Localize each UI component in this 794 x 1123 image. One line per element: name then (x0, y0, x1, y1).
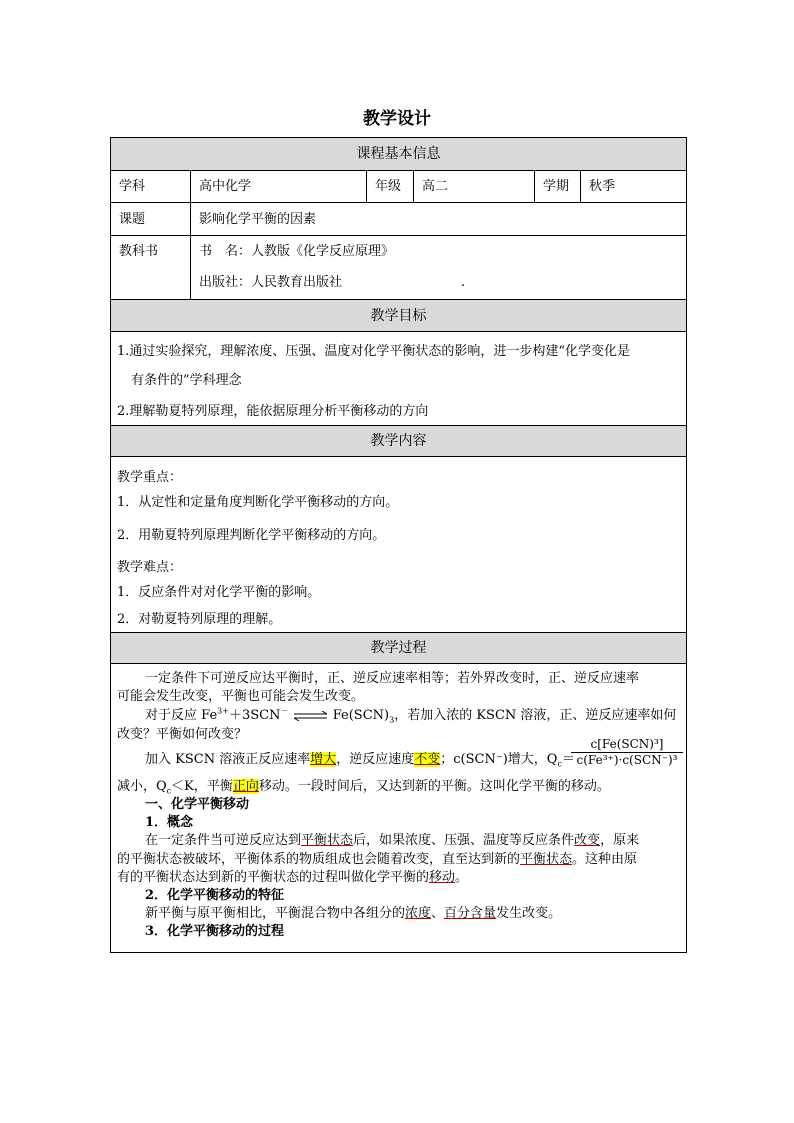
p3-highlight-increase: 增大 (310, 752, 337, 767)
section-process-header (111, 633, 686, 664)
heading-shift-process: 3．化学平衡移动的过程 (145, 924, 285, 939)
p3-text-3: ；c(SCN⁻)增大，Q (440, 752, 558, 767)
reaction-product: Fe(SCN) (332, 708, 390, 723)
reaction-text-1: 对于反应 Fe (145, 708, 218, 723)
heading-shift-feature: 2．化学平衡移动的特征 (145, 888, 285, 903)
process-para-3 (145, 748, 575, 769)
f1-text-1: 新平衡与原平衡相比，平衡混合物中各组分的 (145, 906, 406, 921)
difficulty-2: 2．对勒夏特列原理的理解。 (117, 612, 282, 627)
c1-text-2: 后，如果浓度、压强、温度等反应条件 (353, 833, 575, 848)
f1-separator: 、 (431, 906, 445, 921)
p4-q-sub: c (166, 786, 172, 796)
equilibrium-arrow-icon (293, 711, 329, 721)
c2-text-2: 。这种由原 (572, 852, 638, 867)
reaction-question: ，若加入浓的 KSCN 溶液，正、逆反应速率如何 (394, 708, 677, 723)
process-body (111, 664, 686, 952)
c3-text-1: 有的平衡状态达到新的平衡状态的过程叫做化学平衡的 (117, 870, 430, 885)
reaction-sub: 3 (389, 715, 395, 725)
concept-line-3 (117, 866, 468, 885)
section-goals-title: 教学目标 (370, 308, 427, 324)
heading-concept: 1．概念 (145, 815, 194, 830)
c3-text-2: 。 (455, 870, 469, 885)
textbook-label: 教科书 (111, 236, 191, 299)
term-label: 学期 (535, 171, 581, 202)
section-process-title: 教学过程 (370, 640, 427, 656)
f1-underline-1: 浓度 (405, 906, 432, 921)
c3-underline: 移动 (429, 870, 456, 885)
c1-underline-2: 改变 (574, 833, 601, 848)
process-para-1b: 可能会发生改变，平衡也可能会发生改变。 (117, 689, 365, 704)
difficulty-label: 教学难点： (117, 560, 183, 575)
c1-text-3: ，原来 (600, 833, 640, 848)
textbook-detail (191, 236, 686, 299)
process-para-2b: 改变？平衡如何改变？ (117, 727, 248, 742)
goals-body (111, 332, 686, 426)
info-row-textbook (111, 236, 686, 300)
p3-equals: ＝ (561, 752, 575, 767)
subject-label: 学科 (111, 171, 191, 202)
lesson-table (110, 137, 687, 953)
page-title: 教学设计 (363, 109, 431, 129)
p4-text-2: ＜K，平衡 (171, 779, 233, 794)
section-goals-header (111, 300, 686, 332)
subject-value: 高中化学 (191, 171, 367, 202)
c1-underline-1: 平衡状态 (301, 833, 354, 848)
p3-q-sub: c (557, 759, 562, 769)
process-para-1a: 一定条件下可逆反应达平衡时，正、逆反应速率相等；若外界改变时，正、逆反应速率 (145, 671, 640, 686)
p3-text-2: ，逆反应速度 (336, 752, 415, 767)
f1-underline-2: 百分含量 (444, 906, 497, 921)
heading-equilibrium-shift: 一、化学平衡移动 (145, 797, 250, 812)
topic-value: 影响化学平衡的因素 (199, 212, 317, 227)
p4-text-1: 减小，Q (117, 779, 167, 794)
reaction-sup-2: － (280, 706, 289, 716)
info-row-topic (111, 203, 686, 236)
section-basic-header (111, 138, 686, 171)
qc-numerator: c[Fe(SCN)³] (571, 737, 683, 753)
difficulty-1: 1．反应条件对对化学平衡的影响。 (117, 585, 321, 600)
grade-value: 高二 (414, 171, 535, 202)
key-points-label: 教学重点： (117, 470, 183, 485)
content-body (111, 457, 686, 633)
publisher-dot: . (461, 275, 466, 290)
publisher-line: 出版社：人民教育出版社 (199, 275, 343, 290)
concept-line-1 (145, 829, 639, 848)
p4-highlight-forward: 正向 (232, 779, 259, 794)
section-content-title: 教学内容 (370, 433, 427, 449)
reaction-sup-1: 3+ (217, 706, 229, 716)
f1-text-2: 发生改变。 (496, 906, 562, 921)
topic-label: 课题 (111, 203, 191, 235)
grade-label: 年级 (367, 171, 414, 202)
p3-highlight-unchanged: 不变 (414, 752, 441, 767)
section-content-header (111, 426, 686, 457)
c1-text-1: 在一定条件当可逆反应达到 (145, 833, 302, 848)
concept-line-2 (117, 848, 637, 867)
goal-1-line-1: 1.通过实验探究，理解浓度、压强、温度对化学平衡状态的影响，进一步构建“化学变化是 (117, 344, 631, 359)
feature-line (145, 902, 561, 921)
book-name-line: 书 名：人教版《化学反应原理》 (199, 244, 395, 259)
section-basic-title: 课程基本信息 (356, 146, 441, 162)
p3-text-1: 加入 KSCN 溶液正反应速率 (145, 752, 311, 767)
qc-denominator: c(Fe³⁺)·c(SCN⁻)³ (576, 753, 678, 767)
p4-text-3: 移动。一段时间后，又达到新的平衡。这叫化学平衡的移动。 (258, 779, 610, 794)
key-point-2: 2．用勒夏特列原理判断化学平衡移动的方向。 (117, 528, 386, 543)
info-row-subject (111, 171, 686, 203)
c2-underline: 平衡状态 (520, 852, 573, 867)
term-value: 秋季 (589, 179, 616, 194)
c2-text-1: 的平衡状态被破坏，平衡体系的物质组成也会随着改变，直至达到新的 (117, 852, 521, 867)
goal-2: 2.理解勒夏特列原理，能依据原理分析平衡移动的方向 (117, 404, 429, 419)
reaction-text-2: ＋3SCN (228, 708, 281, 723)
key-point-1: 1．从定性和定量角度判断化学平衡移动的方向。 (117, 495, 399, 510)
qc-fraction (571, 737, 683, 767)
reaction-line (145, 704, 676, 725)
goal-1-line-2: 有条件的”学科理念 (131, 373, 242, 388)
